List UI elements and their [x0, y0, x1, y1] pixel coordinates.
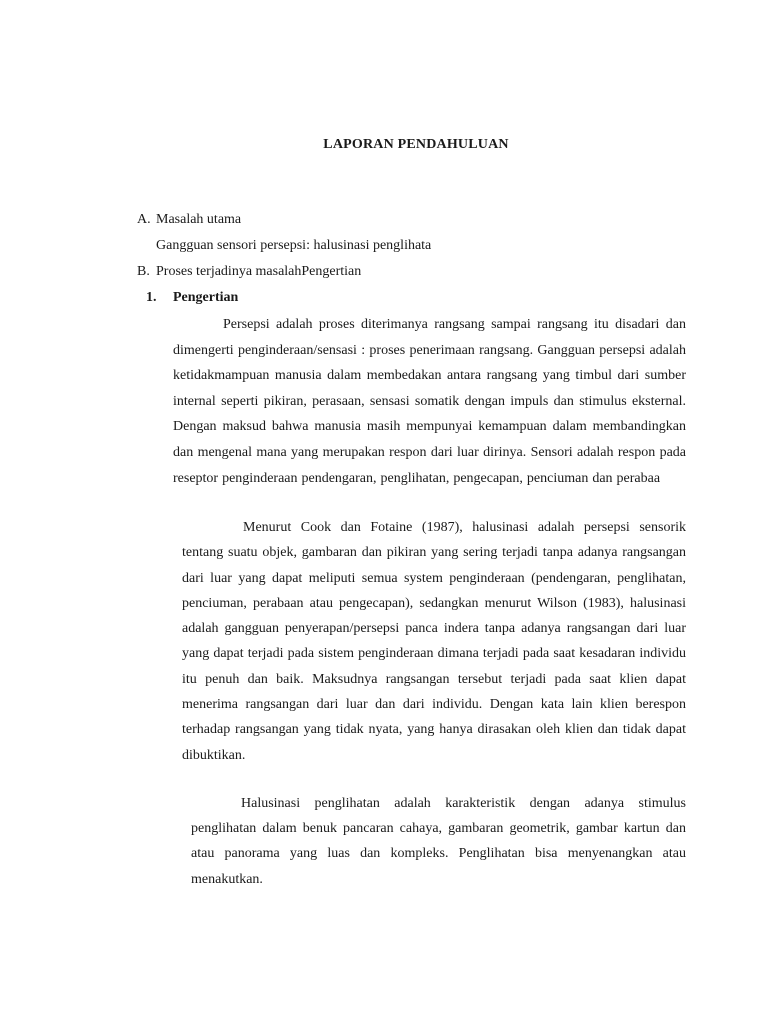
section-b-marker: B.: [137, 264, 150, 279]
section-b-line: [137, 263, 361, 281]
section-b-heading: Proses terjadinya masalahPengertian: [156, 264, 362, 279]
section-a-heading: Masalah utama: [156, 212, 242, 227]
section-a-line: [137, 211, 241, 229]
subsection-1-number: 1.: [146, 290, 157, 305]
subsection-1-heading: Pengertian: [173, 290, 239, 305]
paragraph-1: [173, 312, 686, 491]
paragraph-1-text: Persepsi adalah proses diterimanya rangsang sampai rangsang itu disadari dan dimengerti penginderaan/sensasi : proses penerimaan rangsang. Gangguan persepsi adalah ketidakmampuan manusia dalam membedakan antara rangsang yang timbul dari sumber internal seperti pikiran, perasaan, sensasi somatik dengan impuls dan stimulus eksternal. Dengan maksud bahwa manusia masih mempunyai kemampuan dalam membandingkan dan mengenal mana yang merupakan respon dari luar dirinya. Sensori adalah respon pada reseptor penginderaan pendengaran, penglihatan, pengecapan, penciuman dan perabaa: [173, 317, 686, 486]
paragraph-2: [182, 515, 686, 768]
section-a-content: Gangguan sensori persepsi: halusinasi penglihata: [156, 238, 432, 253]
subsection-1-line: [146, 289, 238, 307]
paragraph-2-text: Menurut Cook dan Fotaine (1987), halusinasi adalah persepsi sensorik tentang suatu objek, gambaran dan pikiran yang sering terjadi tanpa adanya rangsangan dari luar yang dapat meliputi semua system penginderaan (pendengaran, penglihatan, penciuman, perabaan atau pengecapan), sedangkan menurut Wilson (1983), halusinasi adalah gangguan penyerapan/persepsi panca indera tanpa adanya rangsangan dari luar yang dapat terjadi pada sistem penginderaan dimana terjadi pada saat kesadaran individu itu penuh dan baik. Maksudnya rangsangan tersebut terjadi pada saat klien dapat menerima rangsangan dari luar dan dari individu. Dengan kata lain klien berespon terhadap rangsangan yang tidak nyata, yang hanya dirasakan oleh klien dan tidak dapat dibuktikan.: [182, 520, 686, 763]
paragraph-3: [191, 791, 686, 892]
document-title: LAPORAN PENDAHULUAN: [323, 137, 509, 152]
section-a-marker: A.: [137, 212, 151, 227]
paragraph-3-text: Halusinasi penglihatan adalah karakteristik dengan adanya stimulus penglihatan dalam benuk pancaran cahaya, gambaran geometrik, gambar kartun dan atau panorama yang luas dan kompleks. Penglihatan bisa menyenangkan atau menakutkan.: [191, 796, 686, 887]
